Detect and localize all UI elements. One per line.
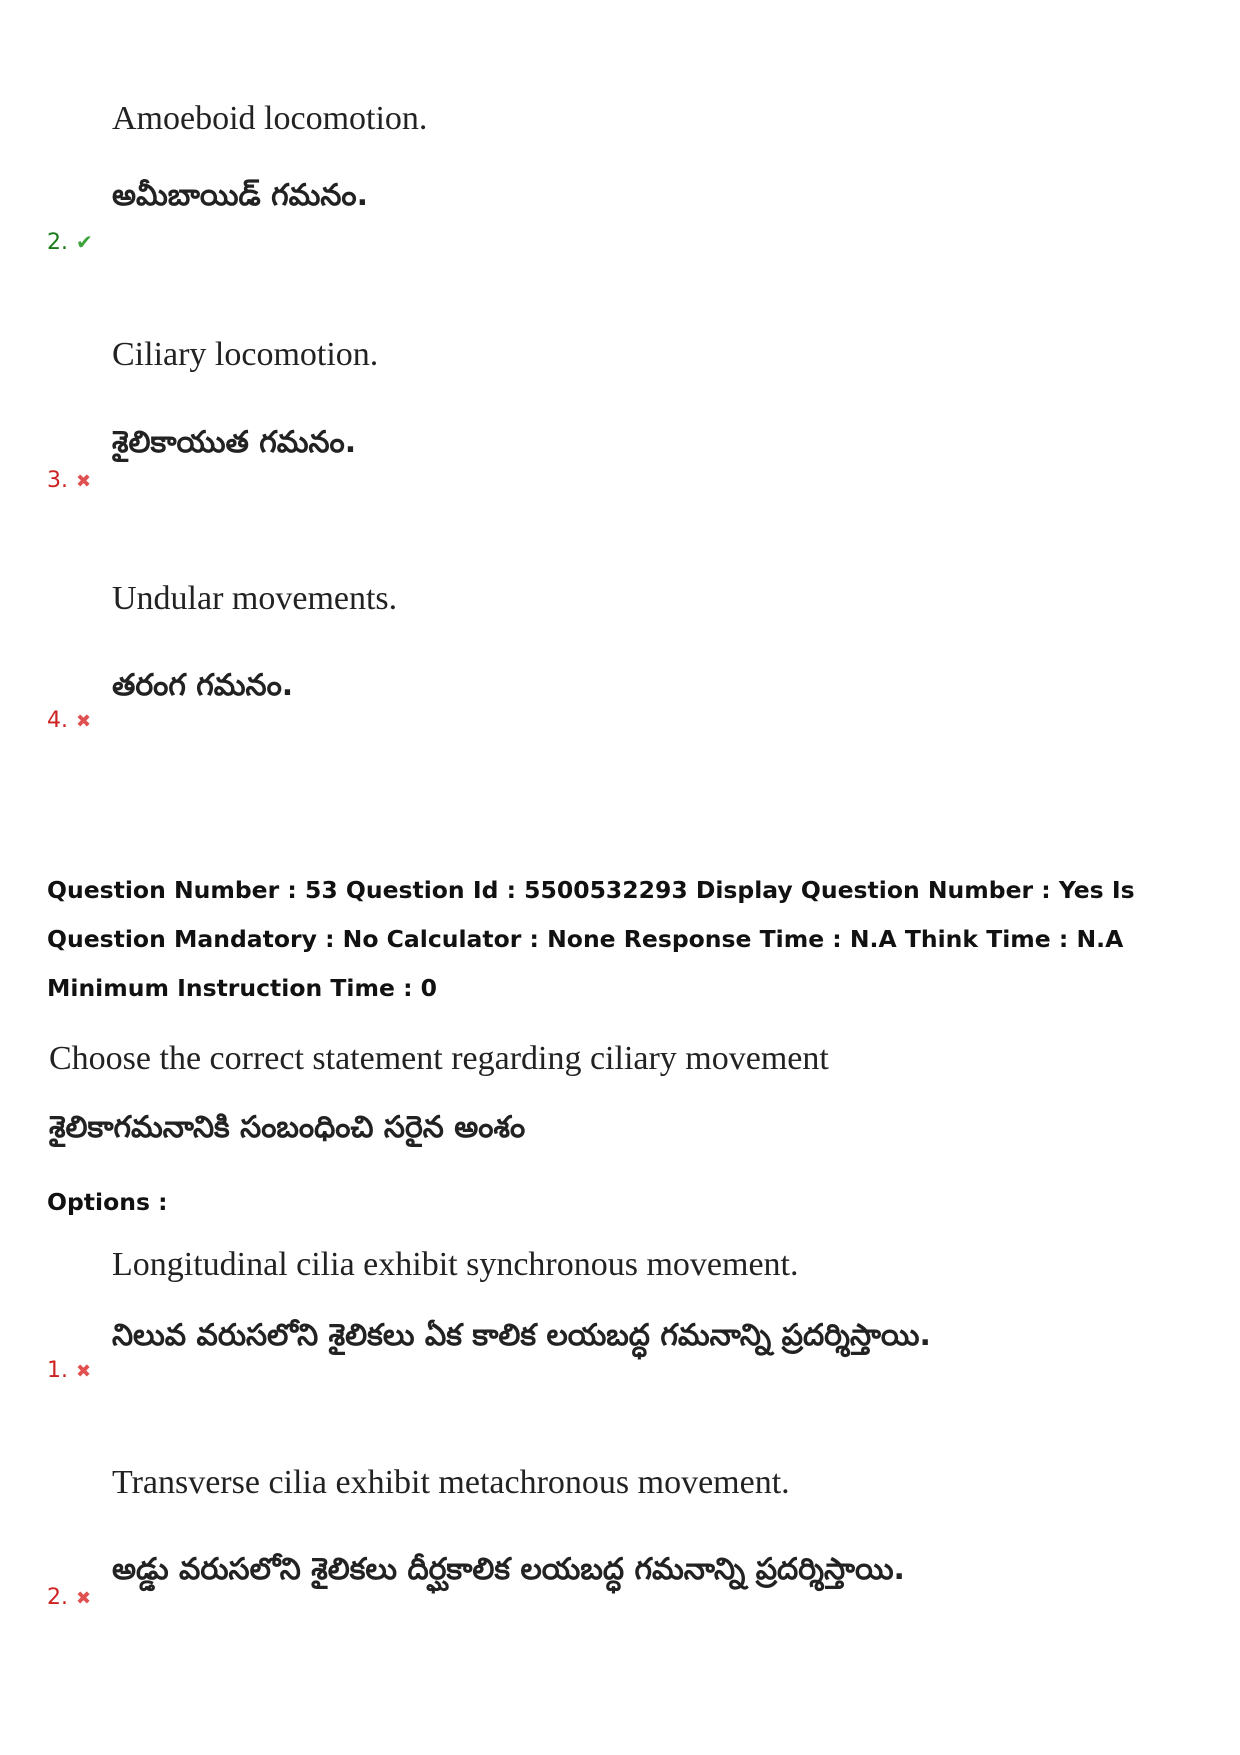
option-text-telugu: నిలువ వరుసలోని శైలికలు ఏక కాలిక లయబద్ధ గమనాన్ని ప్రదర్శిస్తాయి.	[112, 1318, 931, 1353]
option-number-label: 2.	[47, 230, 68, 255]
option-number-label: 4.	[47, 708, 68, 733]
option-text-english: Transverse cilia exhibit metachronous movement.	[112, 1464, 790, 1501]
question-text-telugu: శైలికాగమనానికి సంబంధించి సరైన అంశం	[49, 1110, 526, 1145]
cross-icon: ✖	[76, 711, 92, 732]
option-text-telugu: శైలికాయుత గమనం.	[112, 425, 357, 460]
option-text-telugu: అమీబాయిడ్ గమనం.	[112, 178, 369, 213]
option-text-telugu: తరంగ గమనం.	[112, 668, 294, 703]
cross-icon: ✖	[76, 1361, 92, 1382]
check-icon: ✔	[76, 230, 93, 254]
option-number	[47, 1585, 91, 1610]
question-metadata: Question Number : 53 Question Id : 5500532293 Display Question Number : Yes Is Question Mandatory : No Calculator : None Response Time : N.A Think Time : N.A Minimum Instruction Time : 0	[47, 876, 1135, 1002]
option-number-label: 2.	[47, 1585, 68, 1610]
options-label: Options :	[47, 1188, 168, 1216]
option-text-english: Undular movements.	[112, 580, 398, 617]
option-text-english: Ciliary locomotion.	[112, 336, 379, 373]
option-number-label: 1.	[47, 1358, 68, 1383]
option-number	[47, 708, 91, 733]
option-text-english: Longitudinal cilia exhibit synchronous movement.	[112, 1246, 799, 1283]
option-number-label: 3.	[47, 468, 68, 493]
option-number	[47, 1358, 91, 1383]
option-number	[47, 468, 91, 493]
question-text-english: Choose the correct statement regarding ciliary movement	[49, 1040, 829, 1077]
option-text-telugu: అడ్డు వరుసలోని శైలికలు దీర్ఘకాలిక లయబద్ధ గమనాన్ని ప్రదర్శిస్తాయి.	[112, 1552, 905, 1587]
option-number	[47, 230, 93, 255]
cross-icon: ✖	[76, 471, 92, 492]
cross-icon: ✖	[76, 1588, 92, 1609]
option-text-english: Amoeboid locomotion.	[112, 100, 428, 137]
